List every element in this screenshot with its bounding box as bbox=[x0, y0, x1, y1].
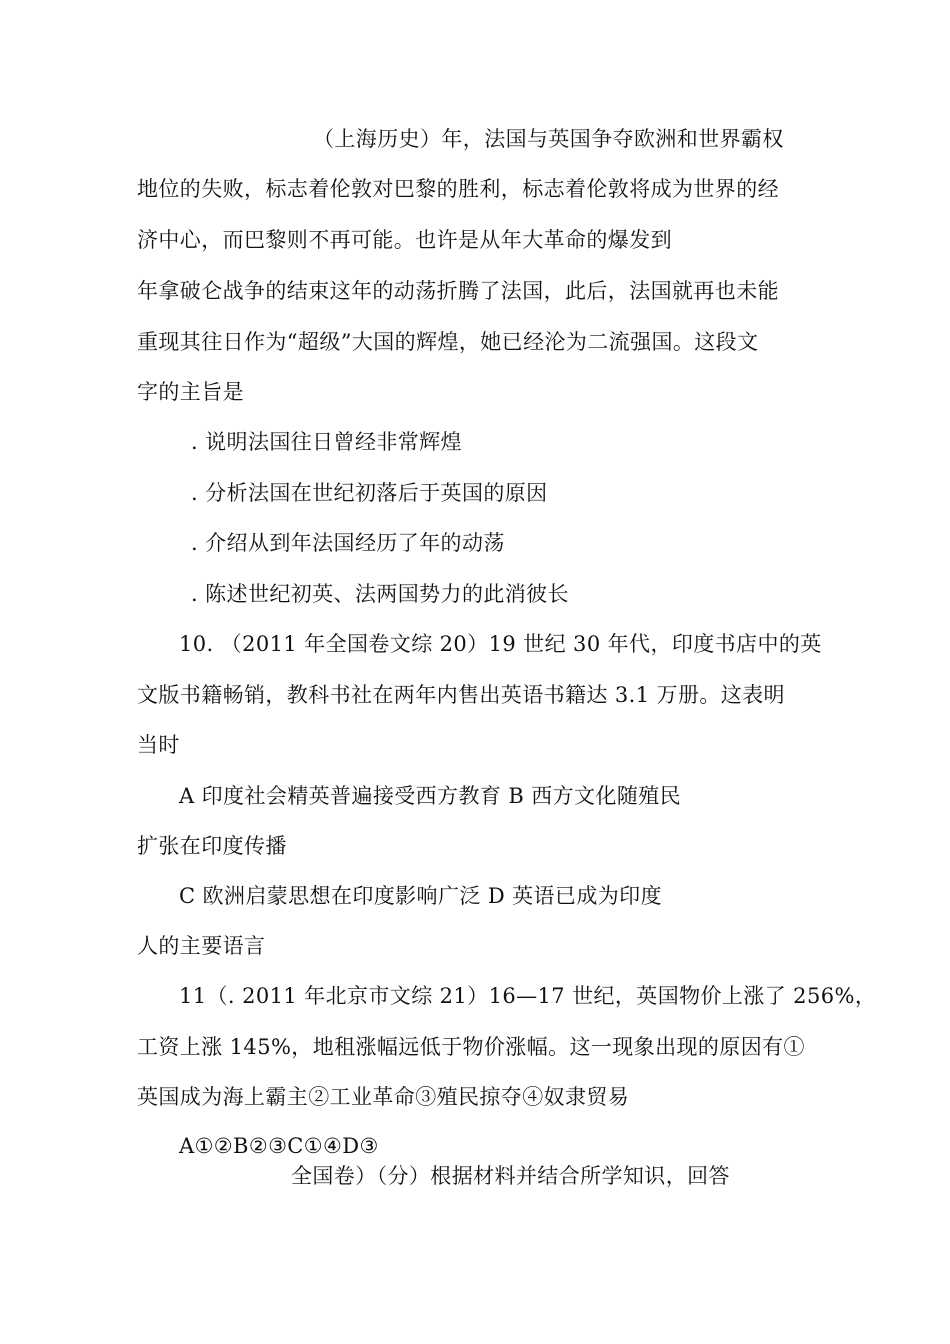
question-10-option-b-cont: 扩张在印度传播 bbox=[137, 834, 287, 858]
question-11-line-3: 英国成为海上霸主②工业革命③殖民掠夺④奴隶贸易 bbox=[137, 1085, 630, 1109]
passage-line-5: 重现其往日作为“超级”大国的辉煌，她已经沦为二流强国。这段文 bbox=[137, 330, 759, 354]
question-12-fragment: 全国卷）（分）根据材料并结合所学知识，回答 bbox=[291, 1164, 730, 1188]
question-10-option-d-cont: 人的主要语言 bbox=[137, 934, 266, 958]
passage-line-2: 地位的失败，标志着伦敦对巴黎的胜利，标志着伦敦将成为世界的经 bbox=[137, 177, 779, 201]
passage-line-1: （上海历史）年，法国与英国争夺欧洲和世界霸权 bbox=[313, 127, 784, 151]
option-a: . 说明法国往日曾经非常辉煌 bbox=[191, 430, 462, 454]
passage-line-4: 年拿破仑战争的结束这年的动荡折腾了法国，此后，法国就再也未能 bbox=[137, 279, 779, 303]
question-11-options: A①②B②③C①④D③ bbox=[179, 1134, 379, 1158]
question-11-line-2: 工资上涨 145%，地租涨幅远低于物价涨幅。这一现象出现的原因有① bbox=[137, 1035, 805, 1059]
question-10-line-1: 10. （2011 年全国卷文综 20）19 世纪 30 年代，印度书店中的英 bbox=[179, 632, 822, 656]
question-10-options-ab: A 印度社会精英普遍接受西方教育 B 西方文化随殖民 bbox=[179, 784, 682, 808]
passage-line-3: 济中心，而巴黎则不再可能。也许是从年大革命的爆发到 bbox=[137, 228, 672, 252]
option-b: . 分析法国在世纪初落后于英国的原因 bbox=[191, 481, 548, 505]
question-10-line-2: 文版书籍畅销，教科书社在两年内售出英语书籍达 3.1 万册。这表明 bbox=[137, 683, 785, 707]
option-c: . 介绍从到年法国经历了年的动荡 bbox=[191, 531, 505, 555]
question-stem-line: 字的主旨是 bbox=[137, 380, 244, 404]
question-10-line-3: 当时 bbox=[137, 733, 180, 757]
question-10-options-cd: C 欧洲启蒙思想在印度影响广泛 D 英语已成为印度 bbox=[179, 884, 662, 908]
option-d: . 陈述世纪初英、法两国势力的此消彼长 bbox=[191, 582, 569, 606]
question-11-line-1: 11（. 2011 年北京市文综 21）16—17 世纪，英国物价上涨了 256%， bbox=[179, 984, 877, 1008]
